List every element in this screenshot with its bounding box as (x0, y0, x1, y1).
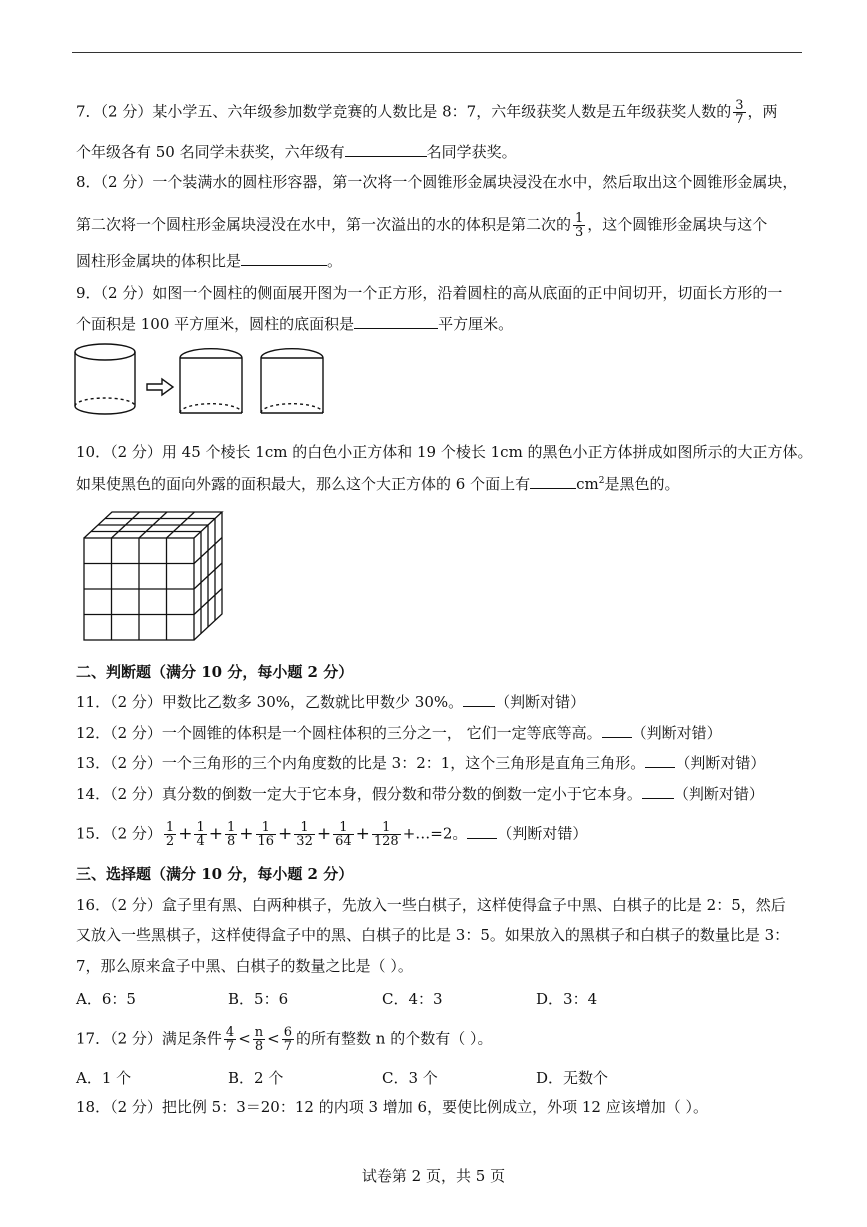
q15: 15．（2 分） $\frac{1}{2}$ + $\frac{1}{4}$ + $\frac{1}{8}$ + $\frac{1}{16}$ + $\frac{1}{32}$ + $\frac{1}{64}$ + $\frac{1}{128}$ +…=2。 （判断对错） (76, 820, 588, 849)
q14: 14．（2 分）真分数的倒数一定大于它本身，假分数和带分数的倒数一定小于它本身。 （判断对错） (76, 785, 764, 803)
q15-fraction: $\frac{1}{16}$ (257, 820, 275, 849)
section2-title: 二、判断题（满分 10 分，每小题 2 分） (76, 663, 354, 681)
cube-figure (82, 510, 232, 645)
q18: 18．（2 分）把比例 5：3＝20：12 的内项 3 增加 6，要使比例成立，外项 12 应该增加（ ）。 (76, 1098, 708, 1116)
q9-line1: 9．（2 分）如图一个圆柱的侧面展开图为一个正方形，沿着圆柱的高从底面的正中间切开，切面长方形的一 (76, 284, 783, 302)
q15-answer-blank[interactable] (467, 824, 497, 839)
q15-fraction: $\frac{1}{8}$ (226, 820, 236, 849)
section3-title: 三、选择题（满分 10 分，每小题 2 分） (76, 865, 354, 883)
q11: 11．（2 分）甲数比乙数多 30%，乙数就比甲数少 30%。 （判断对错） (76, 693, 586, 711)
q10-line1: 10．（2 分）用 45 个棱长 1cm 的白色小正方体和 19 个棱长 1cm 的黑色小正方体拼成如图所示的大正方体。 (76, 443, 813, 461)
q16-option-b[interactable]: B．5：6 (228, 990, 289, 1008)
plus-sign: + (239, 823, 254, 844)
plus-sign: + (278, 823, 293, 844)
q17: 17．（2 分）满足条件 $\frac{4}{7}$ < $\frac{n}{8}$ < $\frac{6}{7}$ 的所有整数 n 的个数有（ ）。 (76, 1025, 493, 1054)
q15-fraction: $\frac{1}{128}$ (373, 820, 399, 849)
q17-fraction-1: $\frac{4}{7}$ (225, 1025, 235, 1054)
q7-fraction: $\frac{3}{7}$ (735, 98, 744, 127)
q17-fraction-2: $\frac{n}{8}$ (254, 1025, 264, 1054)
q16-line2: 又放入一些黑棋子，这样使得盒子中的黑、白棋子的比是 3：5。如果放入的黑棋子和白棋子的数量比是 3： (76, 926, 790, 944)
q9-line2: 个面积是 100 平方厘米，圆柱的底面积是 平方厘米。 (76, 315, 514, 333)
q10-answer-blank[interactable] (530, 474, 576, 489)
q8-answer-blank[interactable] (241, 251, 327, 266)
cylinder-figure (72, 340, 332, 420)
page-footer: 试卷第 2 页，共 5 页 (361, 1167, 506, 1185)
q17-fraction-3: $\frac{6}{7}$ (283, 1025, 292, 1054)
plus-sign: + (316, 823, 332, 844)
q15-fraction: $\frac{1}{2}$ (165, 820, 175, 849)
q8-line3: 圆柱形金属块的体积比是 。 (76, 252, 343, 270)
q15-fraction: $\frac{1}{4}$ (196, 820, 205, 849)
q16-option-d[interactable]: D．3：4 (536, 990, 598, 1008)
q9-answer-blank[interactable] (354, 314, 438, 329)
q15-fraction: $\frac{1}{32}$ (296, 820, 313, 849)
plus-sign: + (178, 823, 193, 844)
q17-option-c[interactable]: C．3 个 (382, 1069, 438, 1087)
q8-line2: 第二次将一个圆柱形金属块浸没在水中，第一次溢出的水的体积是第二次的 $\frac{1}{3}$ ，这个圆锥形金属块与这个 (76, 211, 768, 240)
q17-option-d[interactable]: D．无数个 (536, 1069, 609, 1087)
q8-fraction: $\frac{1}{3}$ (575, 211, 584, 240)
q17-option-b[interactable]: B．2 个 (228, 1069, 284, 1087)
q11-answer-blank[interactable] (463, 692, 495, 707)
q16-line1: 16．（2 分）盒子里有黑、白两种棋子，先放入一些白棋子，这样使得盒子中黑、白棋子的比是 2：5，然后 (76, 896, 786, 914)
q10-line2: 如果使黑色的面向外露的面积最大，那么这个大正方体的 6 个面上有 $cm^2$是黑色的。 (76, 475, 680, 493)
q7-line2: 个年级各有 50 名同学未获奖，六年级有 名同学获奖。 (76, 143, 517, 161)
q7-answer-blank[interactable] (345, 142, 427, 157)
plus-sign: + (208, 823, 223, 844)
q7-line1: 7．（2 分）某小学五、六年级参加数学竞赛的人数比是 8：7，六年级获奖人数是五年级获奖人数的 $\frac{3}{7}$ ，两 (76, 98, 778, 127)
plus-sign: + (355, 823, 370, 844)
q12: 12．（2 分）一个圆锥的体积是一个圆柱体积的三分之一， 它们一定等底等高。 （判断对错） (76, 724, 722, 742)
q15-fraction: $\frac{1}{64}$ (335, 820, 352, 849)
q17-option-a[interactable]: A．1 个 (76, 1069, 132, 1087)
q12-answer-blank[interactable] (602, 723, 632, 738)
q14-answer-blank[interactable] (642, 784, 674, 799)
q13-answer-blank[interactable] (645, 753, 675, 768)
header-rule (72, 52, 802, 53)
q13: 13．（2 分）一个三角形的三个内角度数的比是 3：2：1，这个三角形是直角三角形。 （判断对错） (76, 754, 766, 772)
q15-series (162, 820, 403, 849)
q16-option-c[interactable]: C．4：3 (382, 990, 443, 1008)
q8-line1: 8．（2 分）一个装满水的圆柱形容器，第一次将一个圆锥形金属块浸没在水中，然后取出这个圆锥形金属块， (76, 173, 798, 191)
q16-option-a[interactable]: A．6：5 (76, 990, 136, 1008)
q16-line3: 7，那么原来盒子中黑、白棋子的数量之比是（ ）。 (76, 957, 413, 975)
